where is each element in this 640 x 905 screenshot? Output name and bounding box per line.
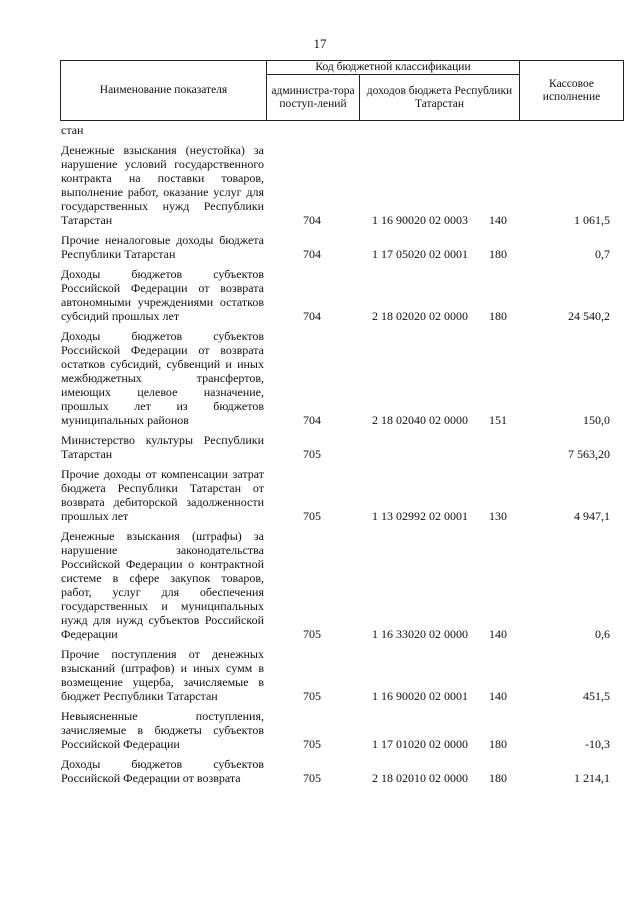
- cash-amount: 150,0: [583, 413, 610, 427]
- cash-amount: 0,6: [595, 627, 610, 641]
- cash-amount: 0,7: [595, 247, 610, 261]
- table-row: [0, 143, 640, 227]
- income-code: 2 18 02020 02 0000: [372, 309, 468, 323]
- budget-code-group-header: Код бюджетной классификации: [267, 61, 520, 75]
- income-type-code: 180: [489, 771, 507, 785]
- cash-amount: 451,5: [583, 689, 610, 703]
- income-code: 1 17 05020 02 0001: [372, 247, 468, 261]
- indicator-name: Министерство культуры Республики Татарстан: [61, 433, 264, 461]
- indicator-name: Прочие поступления от денежных взысканий (штрафов) и иных сумм в возмещение ущерба, зачисляемые в бюджет Республики Татарстан: [61, 647, 264, 703]
- indicator-name: Доходы бюджетов субъектов Российской Федерации от возврата: [61, 757, 264, 785]
- table-row: [0, 267, 640, 323]
- admin-code: 704: [303, 213, 321, 227]
- income-type-code: 180: [489, 737, 507, 751]
- income-type-code: 140: [489, 689, 507, 703]
- cash-amount: 4 947,1: [574, 509, 610, 523]
- income-code: 2 18 02010 02 0000: [372, 771, 468, 785]
- income-type-code: 140: [489, 213, 507, 227]
- cash-amount: 1 061,5: [574, 213, 610, 227]
- indicator-name: Денежные взыскания (штрафы) за нарушение законодательства Российской Федерации о контрактной системе в сфере закупок товаров, работ, услуг для обеспечения государственных и муниципальных нужд для нужд субъектов Российской Федерации: [61, 529, 264, 641]
- admin-column-header: администра-тора поступ-лений: [267, 75, 360, 121]
- cash-amount: 24 540,2: [568, 309, 610, 323]
- admin-code: 705: [303, 447, 321, 461]
- admin-code: 704: [303, 309, 321, 323]
- income-code: 2 18 02040 02 0000: [372, 413, 468, 427]
- income-code: 1 17 01020 02 0000: [372, 737, 468, 751]
- admin-code: 704: [303, 247, 321, 261]
- income-type-code: 140: [489, 627, 507, 641]
- income-type-code: 151: [489, 413, 507, 427]
- table-row: [0, 467, 640, 523]
- income-type-code: 130: [489, 509, 507, 523]
- income-type-code: 180: [489, 247, 507, 261]
- cash-amount: -10,3: [585, 737, 610, 751]
- admin-code: 705: [303, 627, 321, 641]
- table-row: [0, 433, 640, 461]
- admin-code: 705: [303, 509, 321, 523]
- income-code: 1 16 90020 02 0001: [372, 689, 468, 703]
- cash-execution-header: Кассовое исполнение: [520, 61, 624, 121]
- indicator-name: Денежные взыскания (неустойка) за нарушение условий государственного контракта на поставки товаров, выполнение работ, оказание услуг для государственных нужд Республики Татарстан: [61, 143, 264, 227]
- indicator-name: стан: [61, 123, 84, 137]
- cash-amount: 1 214,1: [574, 771, 610, 785]
- admin-code: 705: [303, 689, 321, 703]
- table-row: [0, 529, 640, 641]
- indicator-name: Доходы бюджетов субъектов Российской Федерации от возврата автономными учреждениями остатков субсидий прошлых лет: [61, 267, 264, 323]
- table-row: [0, 709, 640, 751]
- admin-code: 704: [303, 413, 321, 427]
- income-code: 1 16 33020 02 0000: [372, 627, 468, 641]
- indicator-name: Невыясненные поступления, зачисляемые в бюджеты субъектов Российской Федерации: [61, 709, 264, 751]
- page-number: 17: [313, 36, 327, 51]
- table-row: [0, 757, 640, 785]
- table-row: [0, 647, 640, 703]
- indicator-name: Прочие доходы от компенсации затрат бюджета Республики Татарстан от возврата дебиторской задолженности прошлых лет: [61, 467, 264, 523]
- indicator-name: Прочие неналоговые доходы бюджета Республики Татарстан: [61, 233, 264, 261]
- cash-amount: 7 563,20: [568, 447, 610, 461]
- name-column-header: Наименование показателя: [61, 61, 267, 121]
- admin-code: 705: [303, 737, 321, 751]
- table-row: [0, 329, 640, 427]
- table-header: [60, 60, 624, 121]
- income-code: 1 16 90020 02 0003: [372, 213, 468, 227]
- table-body: [0, 123, 640, 791]
- income-type-code: 180: [489, 309, 507, 323]
- income-code: 1 13 02992 02 0001: [372, 509, 468, 523]
- table-row: [0, 233, 640, 261]
- table-row: [0, 123, 640, 137]
- indicator-name: Доходы бюджетов субъектов Российской Федерации от возврата остатков субсидий, субвенций и иных межбюджетных трансфертов, имеющих целевое назначение, прошлых лет из бюджетов муниципальных районов: [61, 329, 264, 427]
- admin-code: 705: [303, 771, 321, 785]
- income-column-header: доходов бюджета Республики Татарстан: [360, 75, 520, 121]
